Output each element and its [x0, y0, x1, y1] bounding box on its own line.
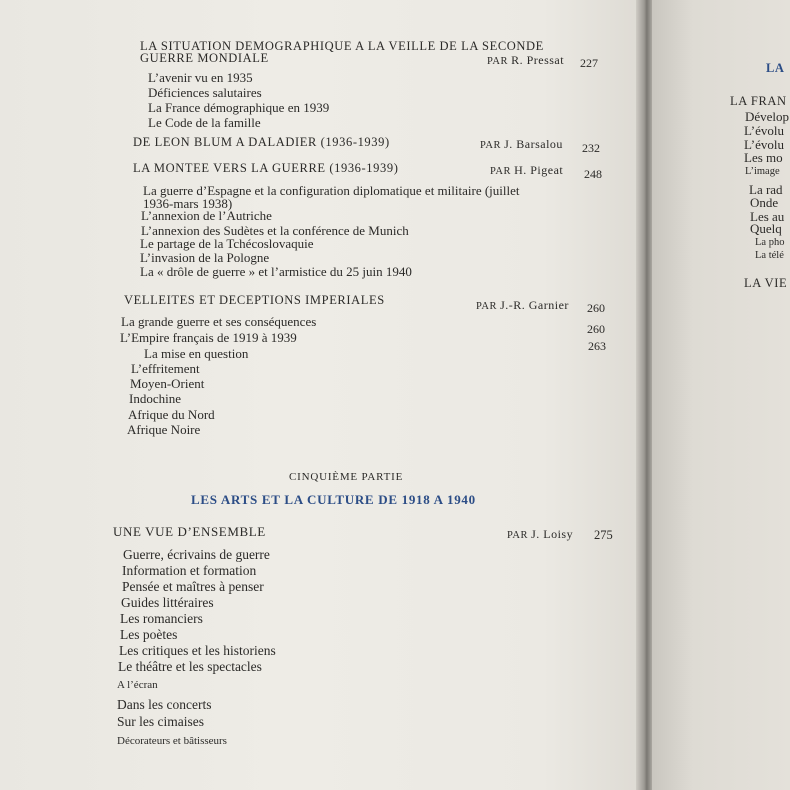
toc-item: Sur les cimaises — [117, 714, 204, 729]
author-credit — [476, 299, 569, 313]
toc-item: Afrique Noire — [127, 422, 201, 437]
right-item: Onde — [750, 195, 779, 210]
section-title-montee-guerre: LA MONTEE VERS LA GUERRE (1936-1939) — [133, 161, 399, 175]
author-prefix: PAR — [480, 140, 501, 151]
author-prefix: PAR — [476, 301, 497, 312]
toc-item: Pensée et maîtres à penser — [122, 579, 264, 594]
author-prefix: PAR — [507, 530, 528, 541]
toc-item: Dans les concerts — [117, 697, 212, 712]
toc-item: Décorateurs et bâtisseurs — [117, 735, 227, 747]
toc-item: 1936-mars 1938) — [143, 196, 233, 211]
toc-item: La guerre d’Espagne et la configuration diplomatique et militaire (juillet — [143, 183, 520, 198]
toc-item: Les critiques et les historiens — [119, 643, 276, 658]
author-credit — [507, 528, 573, 542]
toc-item: Le théâtre et les spectacles — [118, 659, 262, 674]
right-page — [652, 0, 790, 790]
author-prefix: PAR — [487, 56, 508, 67]
toc-subsection: La grande guerre et ses conséquences — [121, 314, 317, 329]
author-name: R. Pressat — [511, 53, 565, 67]
toc-item: L’annexion de l’Autriche — [141, 208, 272, 223]
section-title-blum-daladier: DE LEON BLUM A DALADIER (1936-1939) — [133, 135, 390, 149]
author-name: J.-R. Garnier — [500, 298, 569, 312]
part-title: LES ARTS ET LA CULTURE DE 1918 A 1940 — [191, 492, 476, 507]
page-number: 248 — [584, 167, 602, 181]
toc-item: Guerre, écrivains de guerre — [123, 547, 270, 562]
part-label: CINQUIÈME PARTIE — [289, 471, 404, 483]
toc-item: Les poètes — [120, 627, 178, 642]
author-prefix: PAR — [490, 166, 511, 177]
page-number: 263 — [588, 339, 606, 353]
right-heading: LA — [766, 61, 785, 75]
right-section-title: LA FRAN — [730, 94, 787, 108]
toc-item: A l’écran — [117, 679, 158, 691]
page-number: 260 — [587, 322, 605, 336]
right-item: La télé — [755, 250, 784, 261]
toc-item: La France démographique en 1939 — [148, 100, 330, 115]
section-title-demographie: LA SITUATION DEMOGRAPHIQUE A LA VEILLE DE LA SECONDE — [140, 39, 544, 53]
toc-item: Afrique du Nord — [128, 407, 215, 422]
toc-item: Indochine — [129, 391, 181, 406]
author-name: J. Loisy — [531, 527, 574, 541]
toc-item: Les romanciers — [120, 611, 203, 626]
toc-item: La « drôle de guerre » et l’armistice du 25 juin 1940 — [140, 264, 412, 279]
toc-item: Guides littéraires — [121, 595, 214, 610]
author-name: J. Barsalou — [504, 137, 563, 151]
right-item: Les mo — [744, 150, 783, 165]
author-credit — [480, 138, 563, 152]
right-item: La rad — [749, 182, 783, 197]
section-title-velleites: VELLEITES ET DECEPTIONS IMPERIALES — [124, 293, 385, 307]
right-item: Les au — [750, 209, 785, 224]
right-section-title: LA VIE — [744, 276, 788, 290]
toc-item: L’avenir vu en 1935 — [148, 70, 253, 85]
toc-item: L’annexion des Sudètes et la conférence de Munich — [141, 223, 409, 238]
author-name: H. Pigeat — [514, 163, 564, 177]
section-title-vue-ensemble: UNE VUE D’ENSEMBLE — [113, 524, 266, 539]
right-item: L’évolu — [744, 123, 784, 138]
toc-item: Le partage de la Tchécoslovaquie — [140, 236, 314, 251]
right-item: L’image — [745, 166, 780, 177]
page-number: 227 — [580, 56, 598, 70]
right-item: L’évolu — [744, 137, 784, 152]
toc-item: L’effritement — [131, 361, 200, 376]
toc-item: Déficiences salutaires — [148, 85, 262, 100]
right-item: La pho — [755, 237, 785, 248]
right-item: Dévelop — [745, 109, 790, 124]
author-credit — [487, 54, 564, 68]
page-number: 232 — [582, 141, 600, 155]
page-number: 260 — [587, 301, 605, 315]
author-credit — [490, 164, 563, 178]
toc-item: L’invasion de la Pologne — [140, 250, 270, 265]
page-number: 275 — [594, 528, 613, 542]
right-item: Quelq — [750, 221, 782, 236]
section-title-demographie-line2: GUERRE MONDIALE — [140, 51, 269, 65]
toc-item: La mise en question — [144, 346, 249, 361]
toc-subsection: L’Empire français de 1919 à 1939 — [120, 330, 297, 345]
toc-item: Le Code de la famille — [148, 115, 261, 130]
toc-item: Information et formation — [122, 563, 257, 578]
toc-item: Moyen-Orient — [130, 376, 205, 391]
